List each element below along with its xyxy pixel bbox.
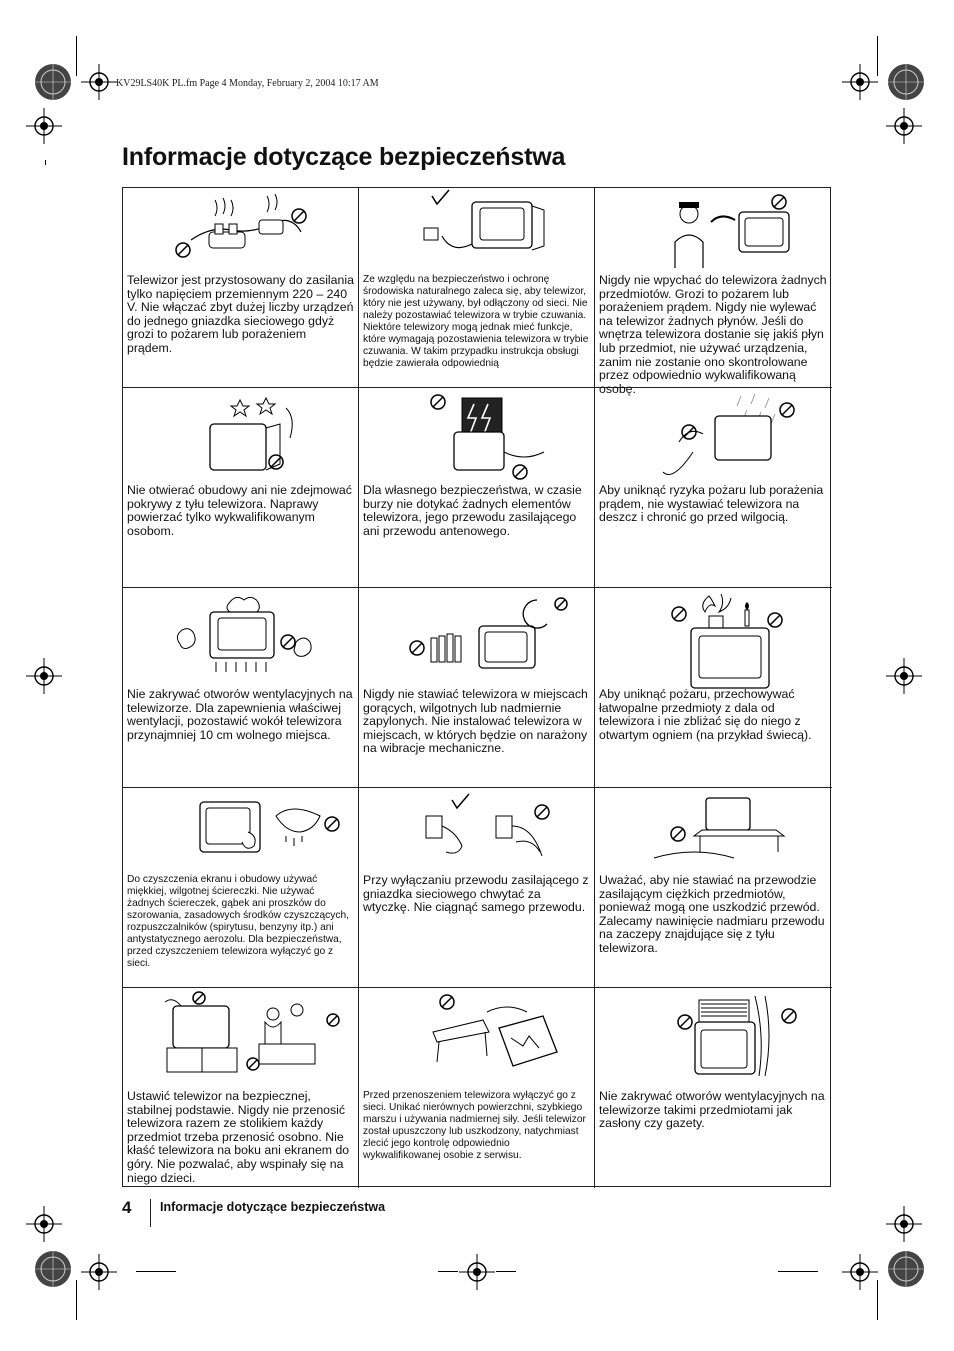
safety-cell-power [123,188,359,388]
crosshair-mark [886,108,922,149]
crosshair-mark [886,1206,922,1247]
crop-line [496,1271,516,1272]
crop-line [76,1280,77,1320]
illustration-candle-plant [595,592,832,672]
illustration-plug-pull [359,792,594,872]
crosshair-mark [842,1254,878,1295]
illustration-stable-stand [123,992,358,1072]
crosshair-mark [26,108,62,149]
safety-cell-heat [359,588,595,788]
safety-text: Nigdy nie wpychać do telewizora żadnych przedmiotów. Grozi to pożarem lub porażeniem prądem. Nigdy nie wylewać na telewizor żadnych płynów. Jeśli do wnętrza telewizora dostanie się jakiś płyn lub przedmiot, nie używać urządzenia, zanim nie zostanie ono skontrolowane przez odpowiednio wykwalifikowaną osobę. [599,273,827,396]
safety-text: Nie zakrywać otworów wentylacyjnych na telewizorze. Dla zapewnienia właściwej wentylacji, pozostawić wokół telewizora przynajmniej 10 cm wolnego miejsca. [127,687,353,742]
illustration-newspapers-curtain [595,992,832,1072]
file-header: KV29LS40K PL.fm Page 4 Monday, February 2, 2004 10:17 AM [116,78,379,89]
safety-text: Nie zakrywać otworów wentylacyjnych na telewizorze takimi przedmiotami jak zasłony czy gazety. [599,1089,825,1131]
crosshair-mark [459,1254,495,1295]
registration-mark-top-right [886,62,926,107]
safety-text: Ustawić telewizor na bezpiecznej, stabilnej podstawie. Nigdy nie przenosić telewizora razem ze stolikiem każdy przedmiot trzeba przenosić osobno. Nie kłaść telewizora na boku ani ekranem do góry. Nie pozwalać, aby wspinały się na niego dzieci. [127,1089,350,1185]
illustration-heat-sun [359,592,594,672]
safety-cell-moving [359,988,595,1188]
safety-text: Aby uniknąć ryzyka pożaru lub porażenia prądem, nie wystawiać telewizora na deszcz i chronić go przed wilgocią. [599,483,824,525]
crosshair-mark [81,1254,117,1295]
safety-text: Nigdy nie stawiać telewizora w miejscach gorących, wilgotnych lub nadmiernie zapylonych. Nie instalować telewizora w miejscach, w których będzie on narażony na wibracje mechaniczne. [363,687,588,756]
safety-cell-fire [595,588,832,788]
illustration-service-person [595,192,832,272]
illustration-open-cover [123,392,358,472]
safety-text: Przy wyłączaniu przewodu zasilającego z gniazdka sieciowego chwytać za wtyczkę. Nie ciągnąć samego przewodu. [363,873,589,915]
safety-cell-cover [123,388,359,588]
safety-text: Przed przenoszeniem telewizora wyłączyć go z sieci. Unikać nierównych powierzchni, szybkiego marszu i używania nadmiernej siły. Jeśli telewizor został upuszczony lub uszkodzony, natychmiast zlecić jego kontrolę odpowiednio wykwalifikowanej osobie z serwisu. [363,1090,586,1161]
crosshair-mark [842,64,878,105]
registration-mark-bottom-left [33,1249,73,1294]
registration-mark-bottom-right [886,1249,926,1294]
illustration-cleaning [123,792,358,872]
crosshair-mark [886,658,922,699]
safety-cell-rain [595,388,832,588]
crosshair-mark [26,658,62,699]
crop-line [76,36,77,76]
safety-text: Uważać, aby nie stawiać na przewodzie zasilającym ciężkich przedmiotów, ponieważ mogą one uszkodzić przewód. Zalecamy nawinięcie nadmiaru przewodu na zaczepy znajdujące się z tyłu telewizora. [599,873,825,955]
safety-grid [122,187,831,1187]
crop-line [136,1271,176,1272]
safety-cell-standby [359,188,595,388]
safety-text: Do czyszczenia ekranu i obudowy używać miękkiej, wilgotnej ściereczki. Nie używać żadnych ściereczek, gąbek ani proszków do szorowania, zasadowych środków czyszczących, rozpuszczalników (spirytusu, benzyny itp.) ani antystatycznego aerozolu. Dla bezpieczeństwa, przed czyszczeniem telewizora wyłączyć go z sieci. [127,874,349,969]
crop-line [45,160,46,165]
safety-cell-covering [595,988,832,1188]
safety-text: Telewizor jest przystosowany do zasilania tylko napięciem przemiennym 220 – 240 V. Nie włączać zbyt dużej liczby urządzeń do jednego gniazdka sieciowego gdyż grozi to pożarem lub porażeniem prądem. [127,273,354,355]
page-number: 4 [122,1198,132,1217]
safety-text: Dla własnego bezpieczeństwa, w czasie burzy nie dotykać żadnych elementów telewizora, jego przewodu zasilającego ani przewodu antenowego. [363,483,582,538]
illustration-ventilation [123,592,358,672]
illustration-dropped-tv [359,992,594,1072]
crop-line [438,1271,458,1272]
crop-line [778,1271,818,1272]
crop-line [877,36,878,76]
page-title: Informacje dotyczące bezpieczeństwa [122,143,566,171]
safety-cell-plug [359,788,595,988]
safety-cell-ventilation [123,588,359,788]
safety-cell-objects [595,188,832,396]
illustration-lightning [359,392,594,472]
illustration-cable-stand [595,792,832,872]
safety-text: Ze względu na bezpieczeństwo i ochronę środowiska naturalnego zaleca się, aby telewizor, który nie jest używany, był odłączony od sieci. Nie należy pozostawiać telewizora w trybie czuwania. Niektóre telewizory mogą jednak mieć funkcje, które wymagają pozostawienia telewizora w trybie czuwania. W takim przypadku instrukcja obsługi będzie zawierała odpowiednią [363,274,589,369]
safety-cell-cleaning [123,788,359,988]
safety-cell-storm [359,388,595,588]
safety-text: Nie otwierać obudowy ani nie zdejmować pokrywy z tyłu telewizora. Naprawy powierzać tylko wykwalifikowanym osobom. [127,483,352,538]
illustration-unplugged-tv [359,192,594,272]
crosshair-mark [81,64,117,105]
crosshair-mark [26,1206,62,1247]
illustration-overloaded-socket [123,192,358,272]
crop-line [877,1280,878,1320]
footer-section-title: Informacje dotyczące bezpieczeństwa [160,1200,386,1214]
safety-cell-cable [595,788,832,988]
safety-text: Aby uniknąć pożaru, przechowywać łatwopalne przedmioty z dala od telewizora i nie zbliżać się do niego z otwartym ogniem (na przykład świecą). [599,687,812,742]
illustration-rain [595,392,832,472]
safety-cell-stability [123,988,359,1188]
registration-mark-top-left [33,62,73,107]
footer-divider [150,1199,151,1227]
